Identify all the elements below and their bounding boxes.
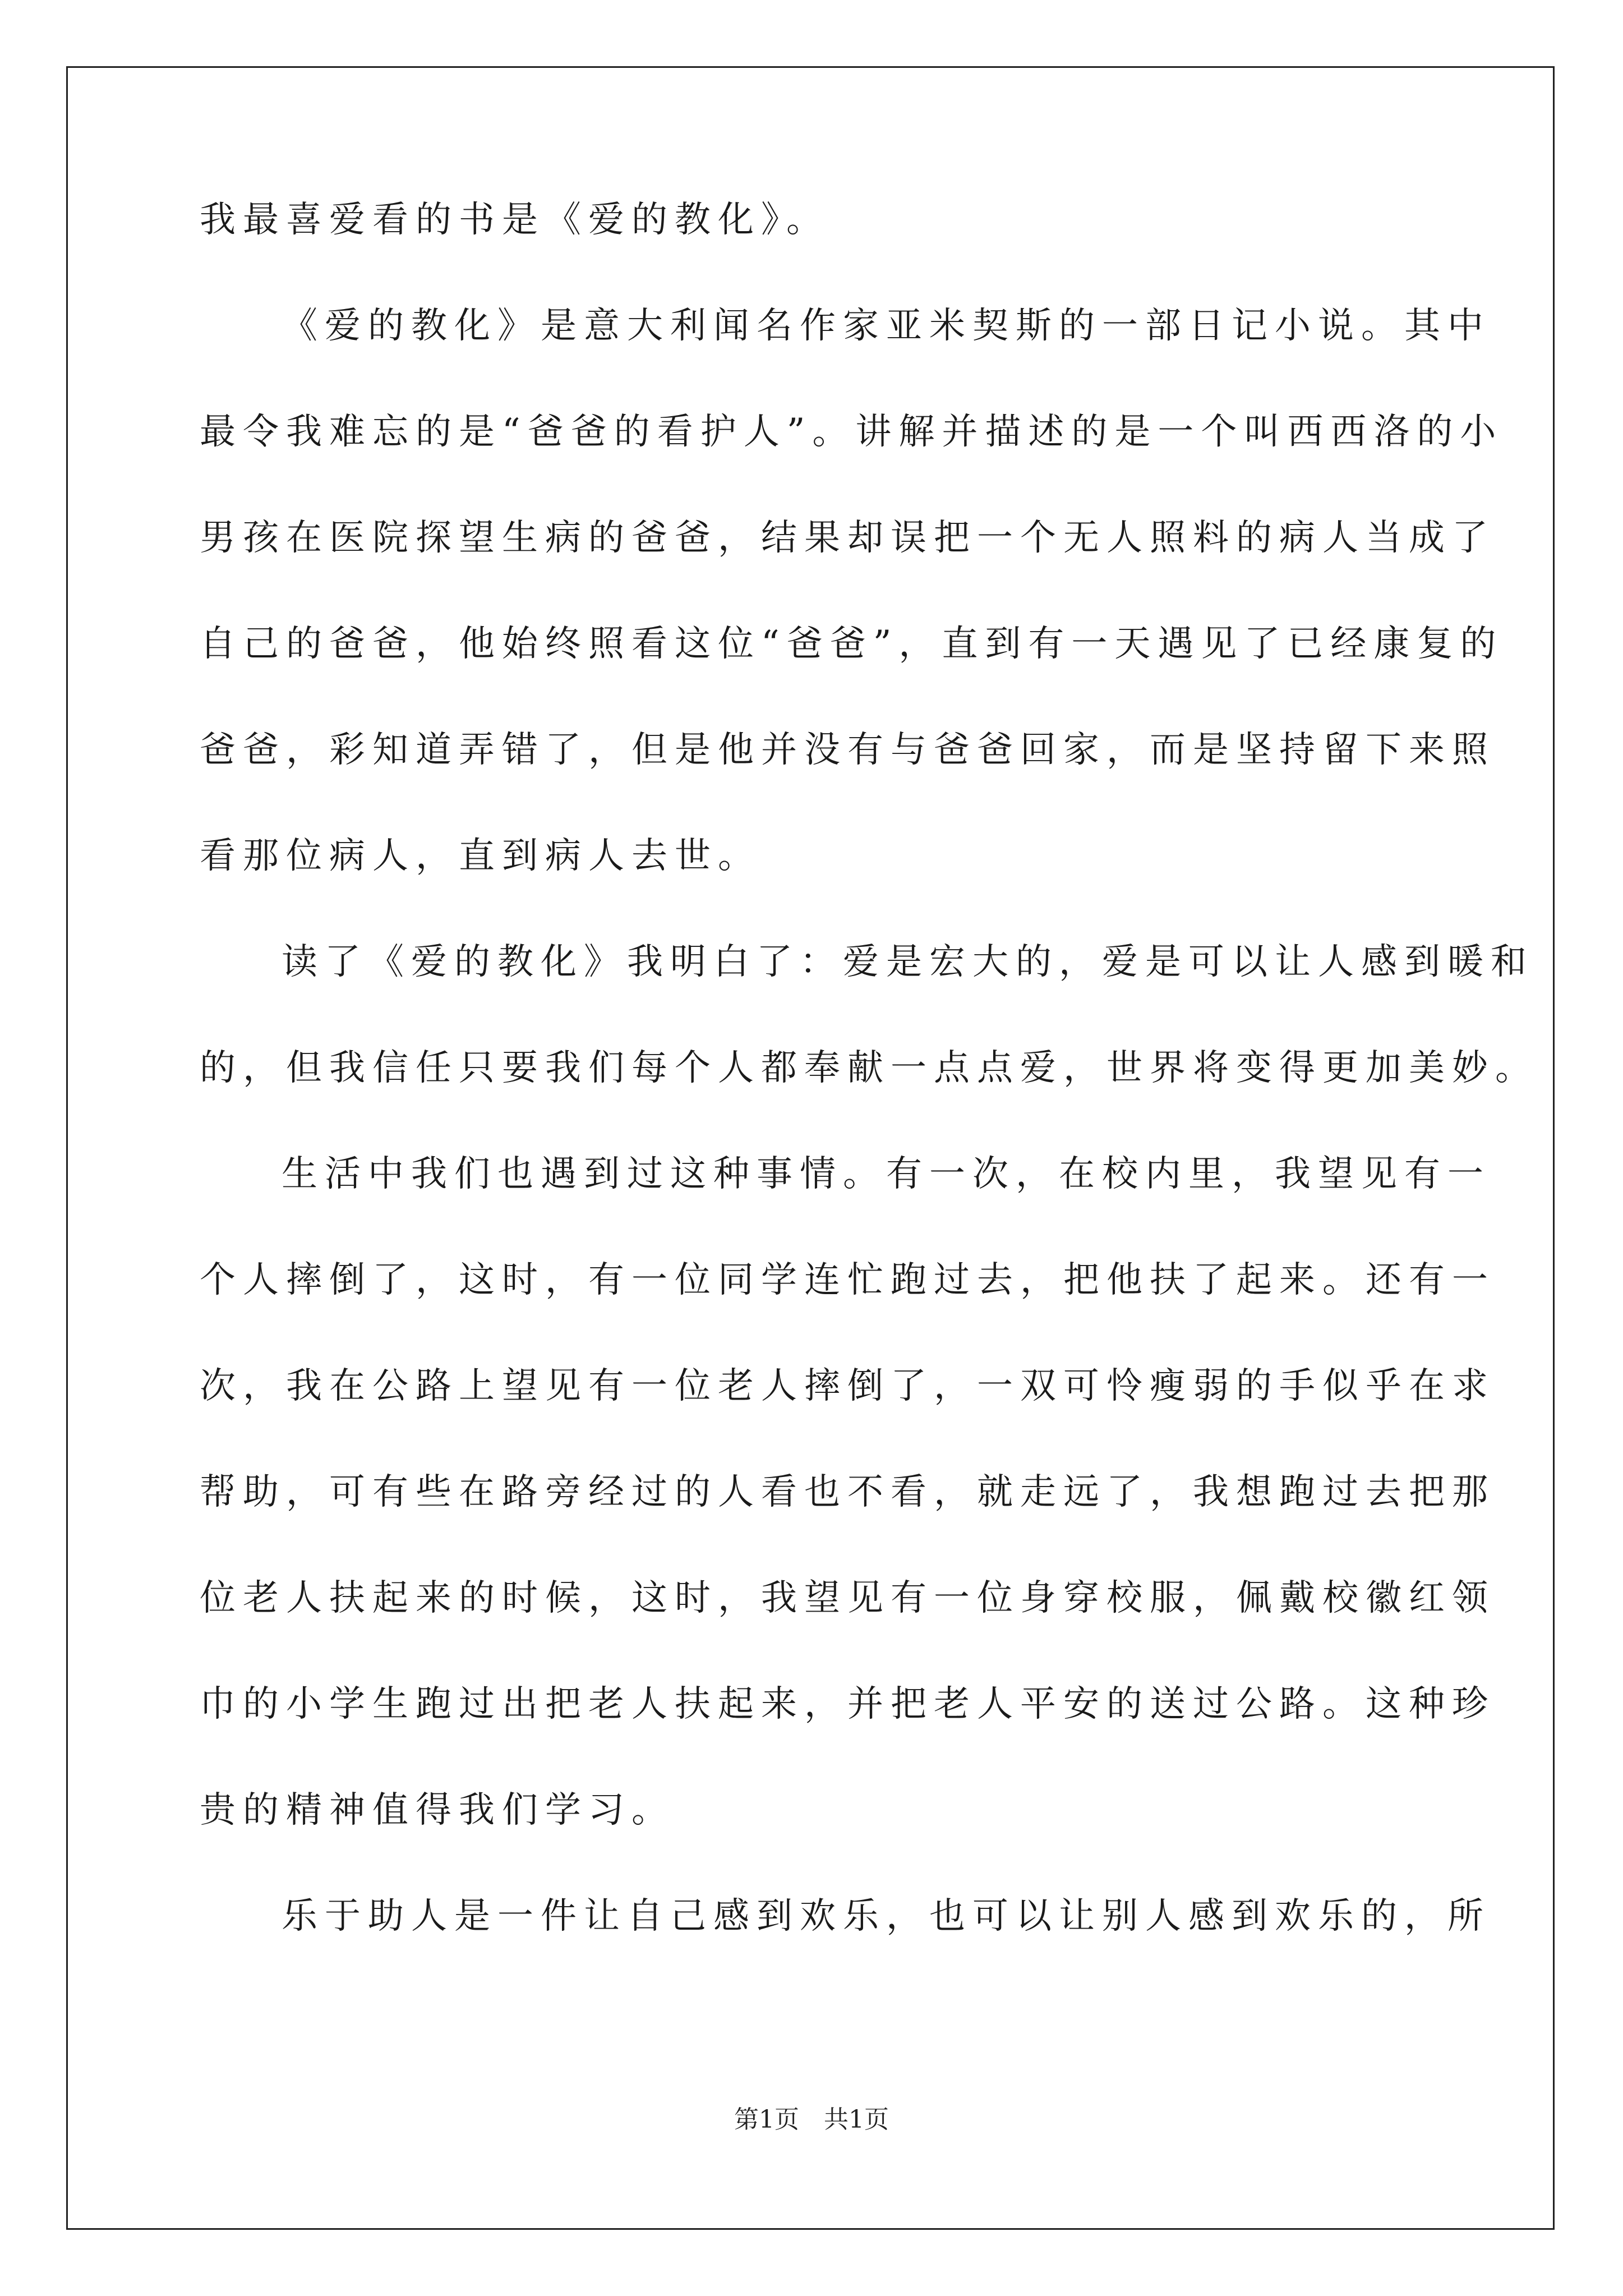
text-line: 我最喜爱看的书是《爱的教化》。 xyxy=(200,199,829,241)
text-line: 乐于助人是一件让自己感到欢乐，也可以让别人感到欢乐的，所 xyxy=(282,1895,1491,1937)
text-line: 读了《爱的教化》我明白了：爱是宏大的，爱是可以让人感到暖和 xyxy=(282,941,1534,983)
text-line: 贵的精神值得我们学习。 xyxy=(200,1789,675,1831)
text-line: 爸爸，彩知道弄错了，但是他并没有与爸爸回家，而是坚持留下来照 xyxy=(200,729,1495,771)
text-line: 《爱的教化》是意大利闻名作家亚米契斯的一部日记小说。其中 xyxy=(282,305,1491,347)
text-line: 自己的爸爸，他始终照看这位“爸爸”，直到有一天遇见了已经康复的 xyxy=(200,623,1504,665)
text-line: 生活中我们也遇到过这种事情。有一次，在校内里，我望见有一 xyxy=(282,1153,1491,1195)
text-line: 次，我在公路上望见有一位老人摔倒了，一双可怜瘦弱的手似乎在求 xyxy=(200,1365,1495,1407)
text-line: 的，但我信任只要我们每个人都奉献一点点爱，世界将变得更加美妙。 xyxy=(200,1047,1538,1089)
text-line: 巾的小学生跑过出把老人扶起来，并把老人平安的送过公路。这种珍 xyxy=(200,1683,1495,1725)
page-number: 第1页 共1页 xyxy=(734,2105,889,2134)
text-line: 看那位病人，直到病人去世。 xyxy=(200,835,761,877)
text-line: 帮助，可有些在路旁经过的人看也不看，就走远了，我想跑过去把那 xyxy=(200,1471,1495,1513)
text-line: 最令我难忘的是“爸爸的看护人”。讲解并描述的是一个叫西西洛的小 xyxy=(200,411,1504,453)
text-line: 个人摔倒了，这时，有一位同学连忙跑过去，把他扶了起来。还有一 xyxy=(200,1259,1495,1301)
text-line: 位老人扶起来的时候，这时，我望见有一位身穿校服，佩戴校徽红领 xyxy=(200,1577,1495,1619)
text-line: 男孩在医院探望生病的爸爸，结果却误把一个无人照料的病人当成了 xyxy=(200,517,1495,559)
